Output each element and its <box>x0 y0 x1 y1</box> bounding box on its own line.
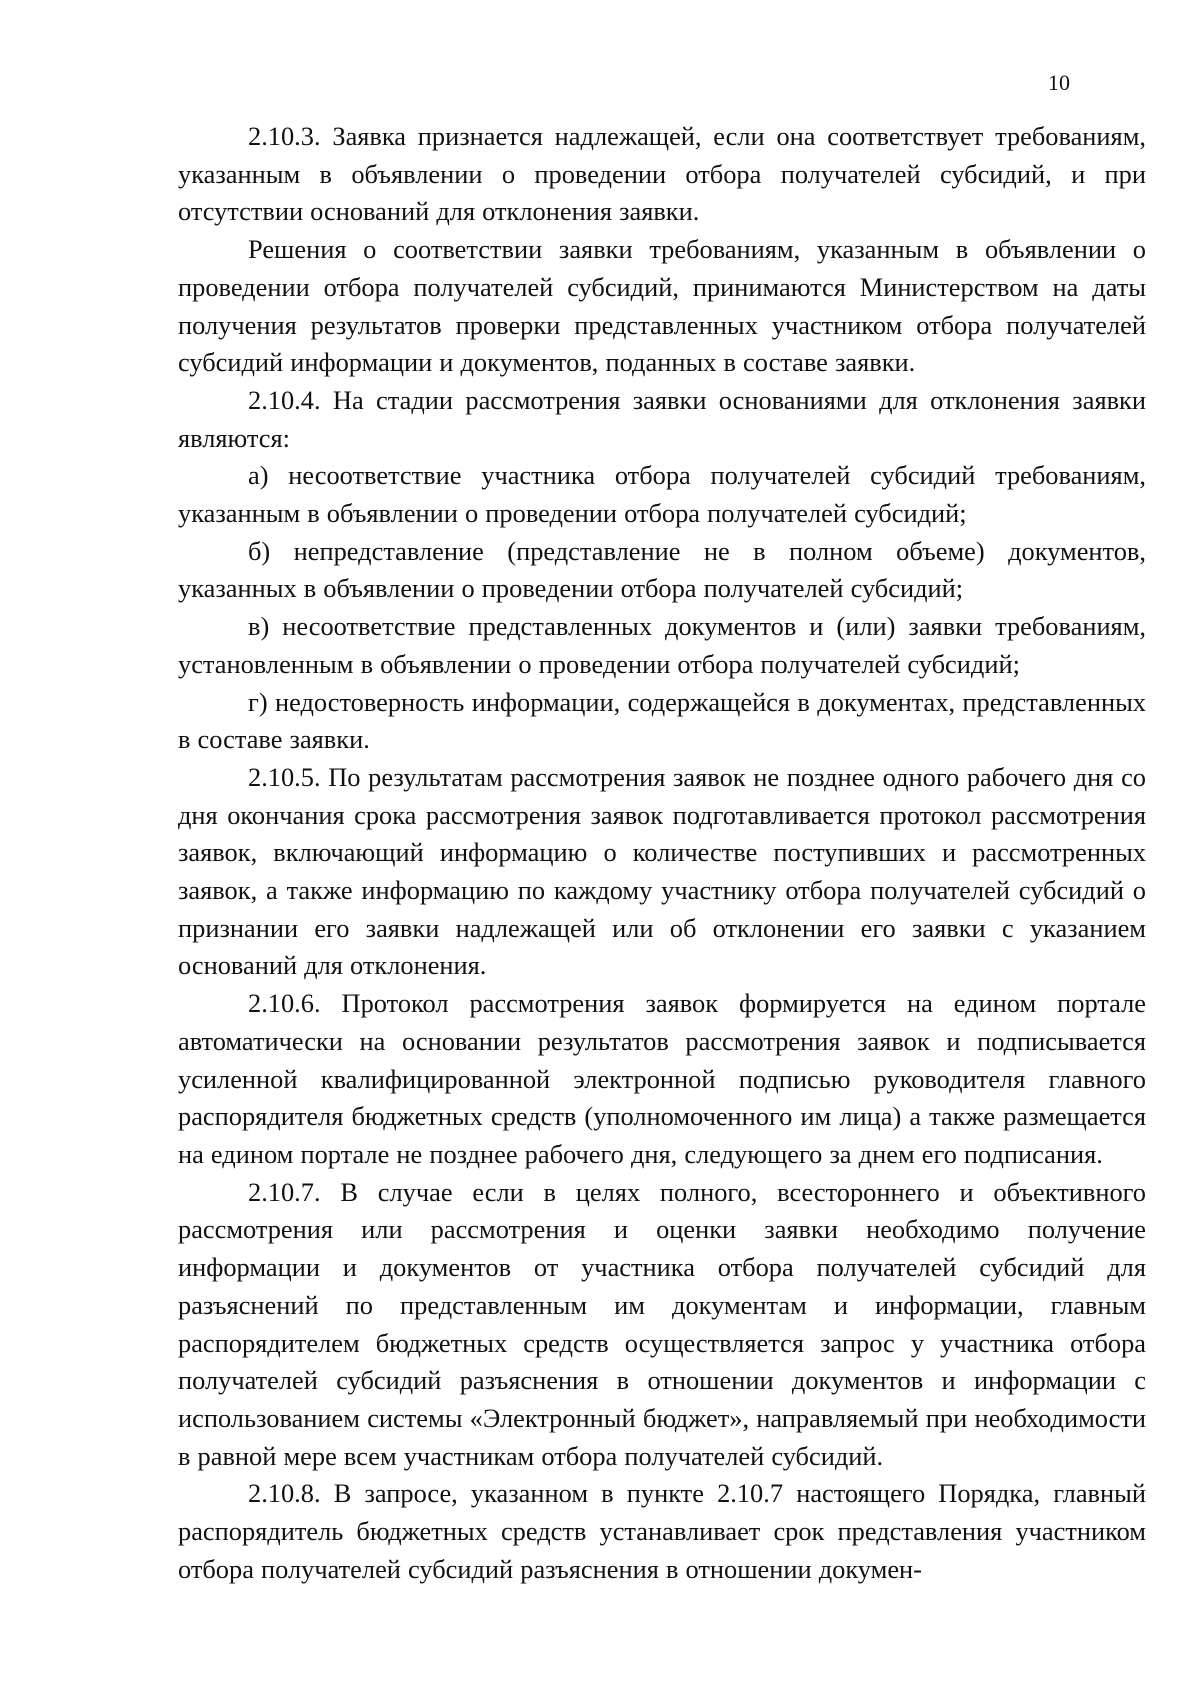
paragraph-2-10-3: 2.10.3. Заявка признается надлежащей, если она соответствует требованиям, указанным в объявлении о проведении отбора получателей субсидий, и при отсутствии оснований для отклонения заявки. <box>178 121 1146 227</box>
list-item-a: а) несоответствие участника отбора получателей субсидий требованиям, указанным в объявлении о проведении отбора получателей субсидий; <box>178 460 1146 529</box>
paragraph-2-10-6: 2.10.6. Протокол рассмотрения заявок формируется на едином портале автоматически на основании результатов рассмотрения заявок и подписывается усиленной квалифицированной электронной подписью руководителя главного распорядителя бюджетных средств (уполномоченного им лица) а также размещается на едином портале не позднее рабочего дня, следующего за днем его подписания. <box>178 988 1146 1169</box>
list-item-b: б) непредставление (представление не в полном объеме) документов, указанных в объявлении о проведении отбора получателей субсидий; <box>178 535 1146 604</box>
paragraph-decisions: Решения о соответствии заявки требованиям, указанным в объявлении о проведении отбора получателей субсидий, принимаются Министерством на даты получения результатов проверки представленных участником отбора получателей субсидий информации и документов, поданных в составе заявки. <box>178 234 1146 378</box>
page-number: 10 <box>1048 70 1070 95</box>
document-body <box>178 118 1146 1588</box>
paragraph-2-10-8: 2.10.8. В запросе, указанном в пункте 2.10.7 настоящего Порядка, главный распорядитель бюджетных средств устанавливает срок представления участником отбора получателей субсидий разъяснения в отношении докумен- <box>178 1478 1146 1584</box>
paragraph-2-10-5: 2.10.5. По результатам рассмотрения заявок не позднее одного рабочего дня со дня окончания срока рассмотрения заявок подготавливается протокол рассмотрения заявок, включающий информацию о количестве поступивших и рассмотренных заявок, а также информацию по каждому участнику отбора получателей субсидий о признании его заявки надлежащей или об отклонении его заявки с указанием оснований для отклонения. <box>178 761 1146 981</box>
list-item-v: в) несоответствие представленных документов и (или) заявки требованиям, установленным в объявлении о проведении отбора получателей субсидий; <box>178 611 1146 679</box>
paragraph-2-10-7: 2.10.7. В случае если в целях полного, всестороннего и объективного рассмотрения или рассмотрения и оценки заявки необходимо получение информации и документов от участника отбора получателей субсидий для разъяснений по представленным им документам и информации, главным распорядителем бюджетных средств осуществляется запрос у участника отбора получателей субсидий разъяснения в отношении документов и информации с использованием системы «Электронный бюджет», направляемый при необходимости в равной мере всем участникам отбора получателей субсидий. <box>178 1176 1146 1471</box>
list-item-g: г) недостоверность информации, содержащейся в документах, представленных в составе заявки. <box>178 686 1146 755</box>
paragraph-2-10-4: 2.10.4. На стадии рассмотрения заявки основаниями для отклонения заявки являются: <box>178 384 1146 453</box>
